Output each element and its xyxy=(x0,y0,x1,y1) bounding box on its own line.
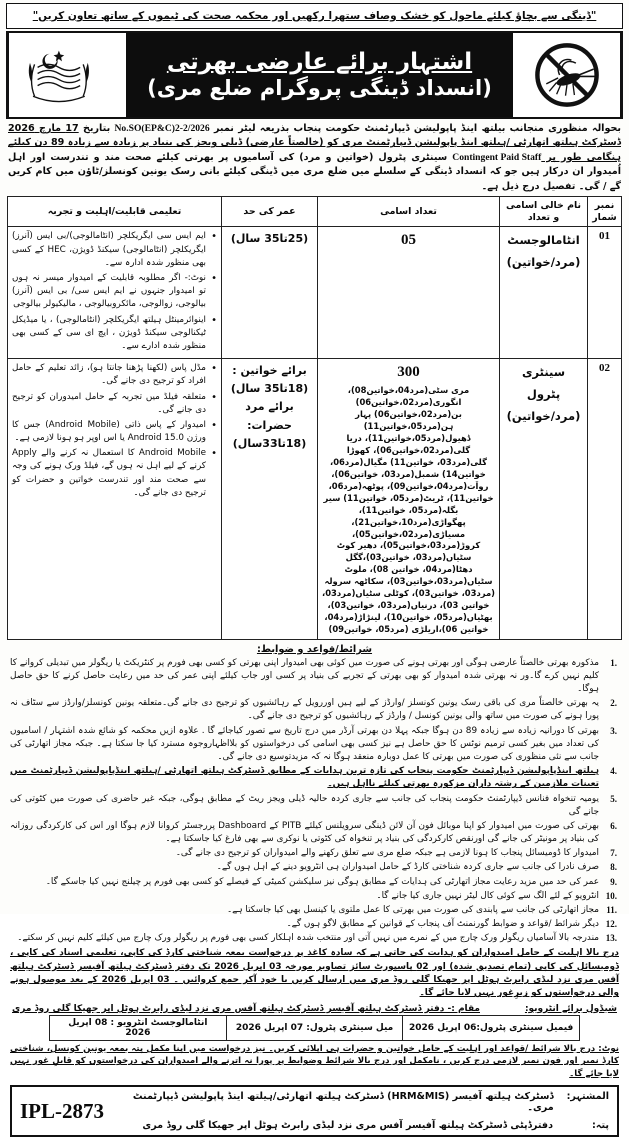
row2-count-breakdown: مری سٹی(مرد04،خواتین08)، انگوری(مرد02،خواتین06) بن(مرد02،خواتین06) پہار ہن(مرد05،خواتین11) ڈھیول(مرد05،خواتین11)، دریا گلی(مرد02،خواتین06)، کھوڑا گلی(مرد03، خواتین11) مگیال(مرد06، خواتین14) شمبل(مرد03، خواتین06)، رواَت(مرد04،خواتین09)، پوٹھہ(مرد06، خواتین11)، ٹریٹ(مرد05، خواتین11) سیر بگلہ(مرد05، خواتین11)، پھگواڑی(مرد10،خواتین21)، مسیاڑی(مرد02،خواتین05)، کروڑ(مرد03،خواتین05)، دھیر کوٹ سٹیاں(مرد03، خواتین03)،گگل دھٹا(مرد04، خواتین 08)، ملوٹ سٹیاں(مرد03،خواتین03)، سکاٹھہ سرولہ (مرد03، خواتین03)، کوٹلی سٹیاں(مرد03، خواتین 03)، درنیاں(مرد03، خواتین03)، بھٹیاں(مرد05، خواتین10)، لینڑاڑ(مرد04، خواتین 06)،اریلڑی (مرد05، خواتین09) xyxy=(322,385,495,634)
schedule-cell-female-sanitary: فیمیل سینٹری پٹرول:06 اپریل 2026 xyxy=(403,1015,580,1040)
term-number: 13. xyxy=(605,933,617,944)
term-text: بھرتی کا دورانیہ زیادہ سے زیادہ 89 دن ہوگا جبکہ پہلا دن بھرتی آرڈر میں درج تاریخ سے تصور کیاجائے گا . علاوہ ازیں محکمہ کو شائع شدہ اشتہار / اسامیوں کی تعداد میں بغیر کسی ترمیم نوٹس کا حق حاصل ہے نیز کسی بھی اسامی کی درخواستوں کو بلااظہاروجوہ مسترد کیا جا سکتا ہے۔ جبکہ مجاز اتھارٹی کی جانب سے نئی منظوری کی صورت میں بھرتی کا عمل دوبارہ منعقد ہوگا نہ کہ مزیدتوسیع دی جانے گی۔ xyxy=(10,725,599,762)
row2-post-title: سینٹری پٹرول xyxy=(521,365,566,401)
term-text: صرف نادرا کی جانب سے جاری کردہ شناختی کارڈ کے حامل امیدواران ہی انٹرویو دینے کے اہل ہوں گے۔ xyxy=(216,862,599,873)
schedule-row xyxy=(50,1015,580,1040)
intro-part-3: ڈسٹرکٹ ہیلتھ اتھارٹی /ہیلتھ اینڈ پاپولیشن ڈیپارٹمنٹ مری کو (خالصتاً عارضی) ڈیلی ویجز کی بنیاد پر زیادہ سے زیادہ 89 دن کیلئے ہنگامی طور پر xyxy=(8,137,621,163)
term-item xyxy=(10,657,619,697)
term-item xyxy=(10,847,619,860)
row2-post xyxy=(500,359,588,640)
table-row xyxy=(8,359,622,640)
row2-education-list xyxy=(12,362,217,500)
slogan-text: "ڈینگی سے بچاؤ کیلئے ماحول کو خشک وصاف ستھرا رکھیں اور محکمہ صحت کی ٹیموں کے ساتھ تعاون کریں" xyxy=(32,10,597,22)
header-serial: نمبر شمار xyxy=(588,196,622,227)
term-text: انٹرویو کے لئے الگ سے کوئی کال لیٹر نہیں جاری کیا جانے گا۔ xyxy=(376,890,599,901)
footer-code-cell xyxy=(20,1099,110,1124)
row2-edu-item: • امیدوار کے پاس ذاتی (Android Mobile) جس کا ورژن Android 15.0 یا اس اوپر ہو ہونا لازمی ہے۔ xyxy=(12,419,217,445)
row2-edu-item: • Android Mobile کا استعمال نہ کرنے والے Apply کرنے کے لیے اہل نہ ہوں گے، فیلڈ ورک ہونے کی وجہ سے صحت مند اور تندرست خواتین و حضرات کو ترجیح دی جانے گی۔ xyxy=(12,447,217,500)
row1-edu-item: • ایم ایس سی ایگریکلچر (انٹامالوجی)/بی ایس (آنرز) ایگریکلچر (انٹامالوجی) سیکنڈ ڈویژن، HEC کے کسی بھی منظور شدہ ادارہ سے۔ xyxy=(12,230,217,270)
row2-age-male-label: برائے مرد xyxy=(245,400,294,414)
term-number: 12. xyxy=(605,919,617,930)
masthead-title-line2: (انسداد ڈینگی پروگرام ضلع مری) xyxy=(147,75,492,100)
term-number: 3. xyxy=(610,725,617,736)
row1-post-gender: (مرد/خواتین) xyxy=(506,255,581,270)
row2-post-gender: (مرد/خواتین) xyxy=(506,408,581,423)
row2-age-female-label: برائے خواتین : xyxy=(232,364,307,378)
term-item xyxy=(10,697,619,723)
punjab-crest-cell xyxy=(8,33,126,117)
term-item xyxy=(10,890,619,903)
header-education: تعلیمی قابلیت/اہلیت و تجربہ xyxy=(8,196,222,227)
term-number: 5. xyxy=(610,793,617,804)
term-text: مندرجہ بالا آسامیاں ریگولر ورک چارج میں کے نمرے میں نہیں آتی اور منتخب شدہ اہلکار کسی بھی فورم پر ریگولر ورک چارج میں کیلئے کلیم نہیں کر سکتے۔ xyxy=(17,933,599,944)
schedule-cell-entomologist: انٹامالوجسٹ انٹرویو : 08 اپریل 2026 xyxy=(50,1015,227,1040)
row2-serial: 02 xyxy=(588,359,622,640)
row1-age: (25تا35 سال) xyxy=(222,227,318,359)
term-item xyxy=(10,904,619,917)
footer-advertiser-value: ڈسٹرکٹ ہیلتھ آفیسر (HRM&MIS) ڈسٹرکٹ ہیلتھ اتھارٹی/ہیلتھ اینڈ پاپولیشن ڈیپارٹمنٹ مری۔ xyxy=(132,1091,554,1114)
header-post: نام خالی اسامی و تعداد xyxy=(500,196,588,227)
row1-post xyxy=(500,227,588,359)
intro-part-2: بتاریخ xyxy=(78,123,115,134)
row1-edu-note: • نوٹ:- اگر مطلوبہ قابلیت کے امیدوار میسر نہ ہوں تو امیدوار جنہوں نے ایم ایس سی/ بی ایس (آنرز) بیالوجی، زوالوجی، مائکروبیالوجی ، مالیکیولر بیالوجی xyxy=(12,272,217,312)
no-mosquito-icon-cell xyxy=(513,33,621,117)
terms-heading: شرائط/قواعد و ضوابط: xyxy=(256,643,373,655)
table-header-row xyxy=(8,196,622,227)
row2-edu-item: • مڈل پاس (لکھنا پڑھنا جانتا ہو)، زائد تعلیم کے حامل افراد کو ترجیح دی جانے گی۔ xyxy=(12,362,217,388)
term-number: 1. xyxy=(610,657,617,668)
term-number: 4. xyxy=(610,766,617,777)
row2-age xyxy=(222,359,318,640)
term-number: 9. xyxy=(610,876,617,887)
footnote-text: نوٹ: درج بالا شرائط /قواعد اور اہلیت کے حامل خواتین و حضرات ہی اپلائی کریں۔ نیز درخواست میں اپنا مکمل پتہ بمعہ یونین کونسل، شناختی کارڈ نمبر اور فون نمبر لازمی درج کریں ، نامکمل اور درج بالا شرائط وضوابط پر پورا نہ اترنے والے امیدواران کی درخواستوں کو قابلِ غور نہیں لایا جائے گا۔ xyxy=(10,1043,619,1079)
term-item xyxy=(10,793,619,819)
masthead-title xyxy=(126,33,513,117)
application-instructions: درج بالا اہلیت کے حامل امیدواران کو ہدایت کی جاتی ہے کہ سادہ کاغذ پر درخواست بمعہ شناختی کارڈ کی کاپی، تعلیمی اسناد کی کاپی ، ڈومیسائل کی کاپی (تمام تصدیق شدہ) اور 02 پاسپورٹ سائز تصاویر مورخہ 03 اپریل 2026 تک دفتر ڈسٹرکٹ ہیلتھ آفیسر ڈسٹرکٹ ہیلتھ آفس مری نزد لیڈی رابرٹ ہوٹل اپر جھیکا گلی روڈ مری میں ارسال کریں یا خود آکر جمع کروائیں ۔ 03 اپریل 2026 کے بعد موصول ہونے والی درخواستوں کو زیرِغور نہیں لایا جائے گا۔ xyxy=(10,948,619,999)
header-age: عمر کی حد xyxy=(222,196,318,227)
punjab-government-crest-icon xyxy=(22,37,114,113)
intro-detail-bold: تفصیل درج ذیل ہے۔ xyxy=(481,180,576,192)
term-text: عمر کی حد میں مزید رعایت مجاز اتھارٹی کی ہدایات کے مطابق ہوگی نیز سلیکشن کمیٹی کے فیصلے کو کسی بھی فورم پر چیلنج نہیں کیا جاسکے گا۔ xyxy=(45,876,599,887)
row2-count xyxy=(318,359,500,640)
term-item xyxy=(10,861,619,874)
row1-education xyxy=(8,227,222,359)
term-number: 11. xyxy=(606,904,617,915)
footer-advertiser-label: المشتہر: xyxy=(566,1091,609,1103)
intro-part-4: سینٹری پٹرول (خواتین و مرد) کی آسامیوں پر بھرتی کیلئے صحت مند و تندرست اور اہل اُمیدوار ان درکار ہیں جو کہ انسداد ڈینگی کے سلسلے میں ضلع مری میں ڈینگی کیلئے بانی رسک یونین کونسلز/ٹاؤن میں کام کریں گے / گی۔ xyxy=(8,151,621,192)
row1-edu-item: • اینوائرمینٹل ہیلتھ ایگریکلچر (انٹامالوجی) ، یا میڈیکل ٹیکنالوجی سیکنڈ ڈویژن ، ایچ ای سی کے کسی بھی منظور شدہ ادارے سے۔ xyxy=(12,314,217,354)
intro-paragraph xyxy=(8,122,621,194)
term-number: 7. xyxy=(610,848,617,859)
row2-age-male-range: (18تا33سال) xyxy=(232,436,307,450)
row1-serial: 01 xyxy=(588,227,622,359)
row1-count-value: 05 xyxy=(401,232,416,249)
term-number: 6. xyxy=(610,820,617,831)
contingent-paid-staff-text: Contingent Paid Staff xyxy=(452,151,542,163)
reference-date: 17 مارچ 2026 xyxy=(8,123,79,134)
vacancies-table xyxy=(7,196,622,640)
term-text: یومیہ تنخواہ فنانس ڈیپارٹمنٹ حکومت پنجاب کی جانب سے جاری کردہ حالیہ ڈیلی ویجز ریٹ کے مطابق ہوگی، جبکہ غیر حاضری کی صورت میں کٹوتی کی جانے گی xyxy=(10,793,599,817)
term-item xyxy=(10,876,619,889)
schedule-header xyxy=(12,1004,617,1014)
row2-education xyxy=(8,359,222,640)
term-item xyxy=(10,820,619,846)
term-text: مذکورہ بھرتی خالصتاً عارضی ہوگی اور بھرتی ہونے کی صورت میں کوئی بھی امیدوار اپنی بھرتی کو کسی بھی فورم پر کنٹریکٹ یا ریگولر میں تبدیلی کروانے کا کلیم نہیں کرے گا۔ور نہ بھرتی شدہ امیدوار کو بھی بھرتی کے تجربے کی بنیاد پر کسی اور جاب کیلئے اپنی عمر کی حد میں رعایت حاصل کرنے کا حق حاصل ہوگا۔ xyxy=(10,657,599,695)
masthead-title-line1: اشتہار برائے عارضی بھرتی xyxy=(166,48,473,75)
row2-count-value: 300 xyxy=(397,364,420,381)
term-number: 10. xyxy=(605,890,617,901)
term-item xyxy=(10,765,619,791)
header-count: تعداد اسامی xyxy=(318,196,500,227)
footer-address-value: دفترڈپٹی ڈسٹرکٹ ہیلتھ آفیسر آفس مری نزد لیڈی رابرٹ ہوٹل اپر جھیکا گلی روڈ مری xyxy=(142,1120,553,1132)
term-text: دیگر شرائط /قواعد و ضوابط گورنمنٹ آف پنجاب کے قوانین کے مطابق لاگو ہوں گے۔ xyxy=(286,919,599,930)
footer-box xyxy=(10,1085,619,1137)
intro-part-1: بحوالہ منظوری منجانب بیلتھ اینڈ پاپولیشن ڈیپارٹمنٹ حکومت پنجاب بذریعہ لیٹر نمبر xyxy=(209,123,621,134)
table-row xyxy=(8,227,622,359)
term-text: یہ بھرتی خالصتاً مری کی باقی رسک یونین کونسلز /وارڈز کے لیے ہیں اوررویل کے رہائشیوں کو ترجیح دی جانے گی۔متعلقہ یونین کونسلز/وارڈز سے سٹاف نہ پورا ہونے کی صورت میں ساتھ والی یونین کونسل / وارڈز کے رہائشیوں کو ترجیح دی جانے گی۔ xyxy=(10,698,599,722)
reference-letter-number: No.SO(EP&C)2-2/2026 xyxy=(114,123,210,134)
masthead xyxy=(6,31,623,119)
term-text: بھرتی کی صورت میں امیدوار کو اپنا موبائل فون آن لائن ڈینگی سرویلنس کیلئے PITB کے Dashboard پررجسٹر کروانا لازم ہوگا اور اس کی کارکردگی روزانہ کی بنیاد پر مونیٹر کی جانے گی اورنقص کارکردگی کی بنیاد پر تنخواہ کی کٹوتی یا نوکری سے بھی فارغ کیا جاسکتا ہے۔ xyxy=(10,820,599,845)
row2-age-female-range: (18تا35 سال) xyxy=(230,382,309,396)
term-text: ہیلتھ اینڈپاپولیشن ڈیپارٹمنٹ حکومت پنجاب کی تازہ ترین ہدایات کے مطابق ڈسٹرکٹ ہیلتھ اتھارٹی /ہیلتھ اینڈپاپولیشن ڈیپارٹمنٹ میں تعینات ملازمین کے رشتہ داران مزکورہ بھرتی کیلئے نااہل ہیں۔ xyxy=(10,766,599,790)
row1-post-title: انٹامالوجسٹ xyxy=(507,233,580,248)
footer-advertiser-row xyxy=(110,1091,609,1113)
term-item xyxy=(10,725,619,765)
schedule-cell-male-sanitary: میل سینٹری پٹرول: 07 اپریل 2026 xyxy=(226,1015,403,1040)
schedule-title: شیڈول برائے انٹرویو: xyxy=(524,1003,617,1014)
term-text: مجاز اتھارٹی کی جانب سے پابندی کی صورت میں بھرتی کا عمل ملتوی یا کینسل بھی کیا جاسکتا ہے۔ xyxy=(226,904,599,915)
row2-edu-item: • متعلقہ فیلڈ میں تجربہ کے حامل امیدوران کو ترجیح دی جانے گی۔ xyxy=(12,391,217,417)
footer-address-label: پتہ: xyxy=(592,1120,609,1132)
row1-count xyxy=(318,227,500,359)
row1-education-list xyxy=(12,230,217,353)
slogan-banner xyxy=(6,3,623,29)
no-mosquito-icon xyxy=(530,38,604,112)
term-item xyxy=(10,918,619,931)
ipl-reference-code: IPL-2873 xyxy=(20,1098,104,1123)
schedule-venue: مقام :- دفتر ڈسٹرکٹ ہیلتھ آفیسر ڈسٹرکٹ ہیلتھ آفس مری نزد لیڈی رابرٹ ہوٹل اپر جھیکا گلی روڈ مری xyxy=(12,1003,480,1014)
interview-schedule-table xyxy=(49,1015,580,1041)
footer-address-row xyxy=(110,1120,609,1131)
footer-details xyxy=(110,1091,609,1131)
term-text: امیدوار کا ڈومیسائل پنجاب کا ہونا لازمی ہے جبکہ ضلع مری سے تعلق رکھنے والے امیدواران کو ترجیح دی جانے گی۔ xyxy=(175,848,599,859)
terms-list xyxy=(10,657,619,946)
row2-age-male-label2: حضرات: xyxy=(247,418,292,432)
term-item xyxy=(10,932,619,945)
term-number: 8. xyxy=(610,862,617,873)
term-number: 2. xyxy=(610,698,617,709)
